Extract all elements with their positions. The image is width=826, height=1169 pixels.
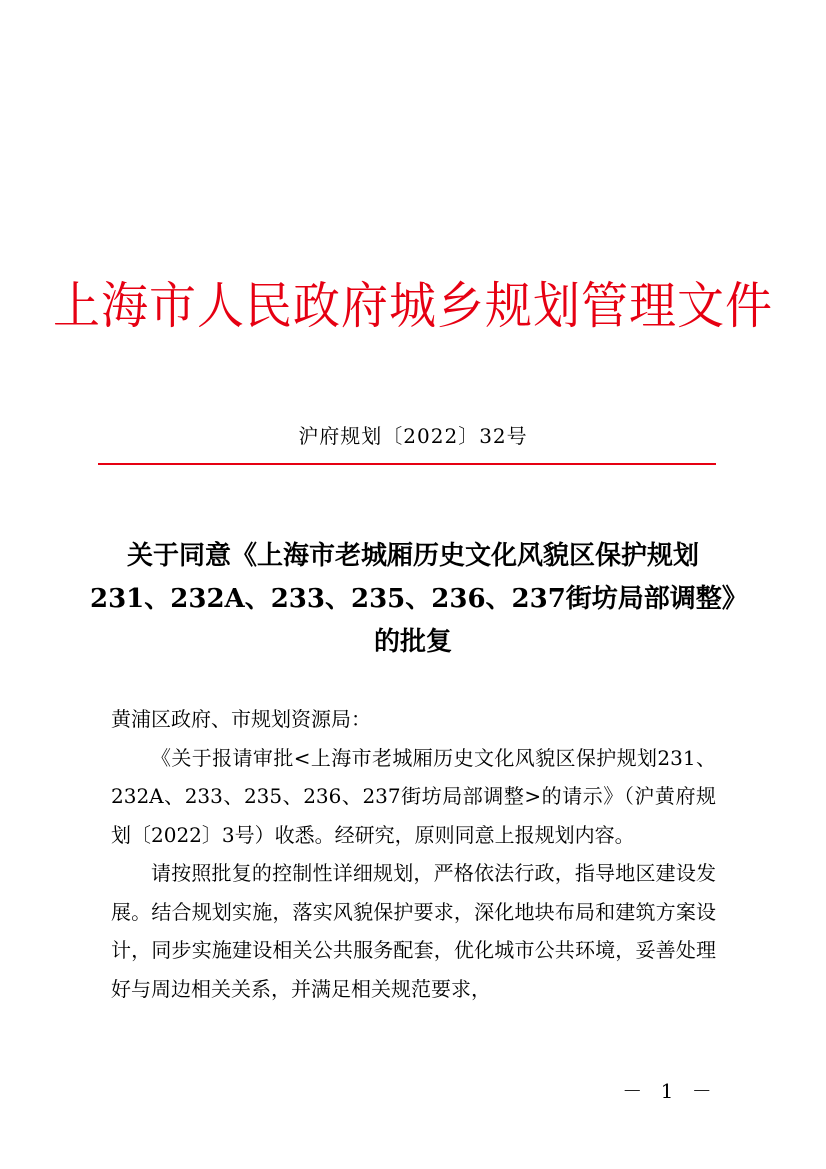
page-number: － 1 － [622, 1079, 718, 1103]
document-title [90, 535, 748, 664]
body-paragraph-1: 《关于报请审批<上海市老城厢历史文化风貌区保护规划231、232A、233、235、236、237街坊局部调整>的请示》（沪黄府规划〔2022〕3号）收悉。经研究，原则同意上报规划内容。 [111, 745, 716, 847]
document-body [111, 700, 716, 1008]
red-divider-line [98, 463, 716, 465]
document-number: 沪府规划〔2022〕32号 [298, 424, 528, 448]
title-line-3: 的批复 [373, 627, 452, 657]
red-masthead-title: 上海市人民政府城乡规划管理文件 [53, 277, 773, 336]
title-line-2: 231、232A、233、235、236、237街坊局部调整》 [90, 584, 748, 614]
addressee: 黄浦区政府、市规划资源局： [111, 707, 371, 731]
title-line-1: 关于同意《上海市老城厢历史文化风貌区保护规划 [126, 541, 699, 571]
body-paragraph-2: 请按照批复的控制性详细规划，严格依法行政，指导地区建设发展。结合规划实施，落实风貌保护要求，深化地块布局和建筑方案设计，同步实施建设相关公共服务配套，优化城市公共环境，妥善处理好与周边相关关系，并满足相关规范要求， [111, 861, 716, 1001]
